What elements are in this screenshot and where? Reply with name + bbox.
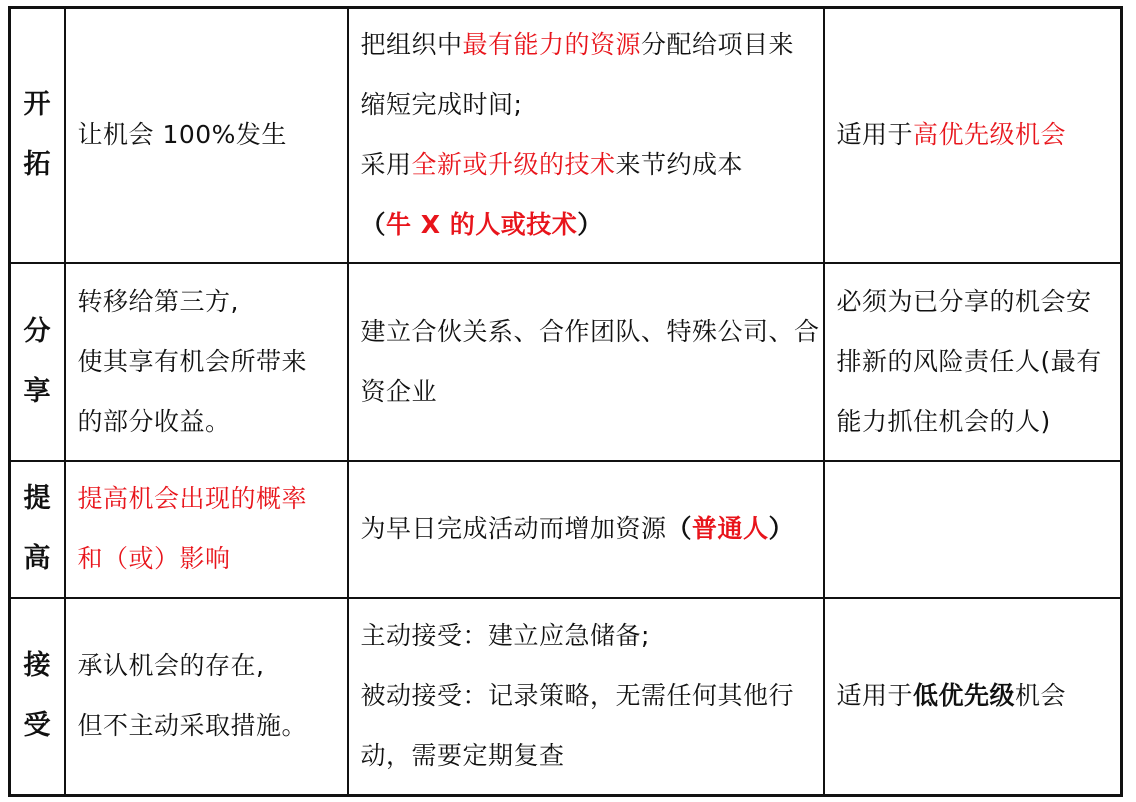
highlighted-text: （ (360, 210, 387, 240)
text-segment: 的部分收益。 (77, 406, 231, 436)
text-line (361, 15, 811, 75)
opportunity-strategy-table (8, 6, 1123, 797)
strategy-name-char: 开 (23, 89, 51, 121)
strategy-name-char: 高 (23, 543, 51, 574)
strategy-sheet (8, 6, 1120, 794)
strategy-name-cell (10, 263, 65, 461)
text-segment: 为早日完成活动而增加资源 (360, 514, 667, 543)
text-segment: 被动接受：记录策略，无需任何其他行 (360, 681, 795, 711)
text-line (837, 105, 1109, 165)
text-line (361, 499, 811, 559)
text-line (837, 666, 1109, 726)
strategy-name-char: 拓 (23, 149, 51, 181)
strategy-method-cell (348, 461, 824, 598)
strategy-name-char: 享 (23, 375, 51, 407)
text-segment: 承认机会的存在, (77, 651, 265, 681)
text-segment: 转移给第三方, (77, 286, 239, 316)
text-line (837, 392, 1109, 452)
text-line (360, 302, 820, 362)
strategy-action-cell (65, 461, 348, 598)
strategy-note-cell (824, 8, 1122, 263)
highlighted-text: 高优先级机会 (913, 120, 1067, 150)
text-line (361, 195, 811, 255)
table-body (10, 8, 1122, 796)
strategy-name-cell (10, 8, 65, 263)
strategy-note-cell (824, 461, 1122, 598)
text-line (361, 75, 811, 135)
text-segment: 适用于 (836, 120, 914, 150)
text-segment: 缩短完成时间; (360, 90, 523, 120)
strategy-name-char: 提 (23, 483, 51, 514)
highlighted-text: 提高机会出现的概率 (77, 484, 308, 513)
table-row (10, 263, 1122, 461)
highlighted-text: 普通人 (692, 514, 769, 543)
strategy-method-cell (348, 598, 824, 796)
text-line (361, 666, 811, 726)
strategy-name-char: 接 (23, 650, 51, 682)
text-segment: 来节约成本 (615, 150, 744, 180)
strategy-name-char: 受 (23, 710, 51, 742)
text-line (78, 696, 335, 756)
text-segment: 资企业 (360, 376, 438, 406)
text-line (78, 272, 335, 332)
text-segment: 动，需要定期复查 (360, 741, 565, 771)
strategy-name-cell (10, 461, 65, 598)
text-segment: 分配给项目来 (641, 30, 795, 60)
strategy-name-char: 分 (23, 315, 51, 347)
highlighted-text: ） (577, 210, 603, 240)
highlighted-text: 牛 X 的人或技术 (386, 210, 578, 240)
text-line (837, 272, 1109, 332)
text-line (361, 726, 811, 786)
text-line (78, 392, 335, 452)
text-segment: 采用 (360, 150, 412, 180)
text-segment: 排新的风险责任人(最有 (836, 346, 1102, 376)
text-segment: 但不主动采取措施。 (77, 711, 308, 741)
strategy-action-cell (65, 598, 348, 796)
text-line (78, 529, 335, 589)
strategy-action-cell (65, 8, 348, 263)
strategy-action-cell (65, 263, 348, 461)
text-segment: 让机会 100%发生 (77, 120, 287, 150)
text-line (78, 332, 335, 392)
text-segment: 适用于 (836, 681, 914, 711)
text-line (361, 606, 811, 666)
text-segment: 必须为已分享的机会安 (836, 286, 1092, 316)
highlighted-text: ） (768, 514, 795, 543)
text-segment: 机会 (1015, 681, 1067, 711)
highlighted-text: 和（或）影响 (77, 544, 231, 573)
text-segment: 使其享有机会所带来 (77, 346, 308, 376)
table-row (10, 598, 1122, 796)
highlighted-text: 全新或升级的技术 (411, 150, 616, 180)
table-row (10, 8, 1122, 263)
text-line (78, 469, 335, 529)
highlighted-text: （ (666, 514, 693, 543)
text-segment: 建立合伙关系、合作团队、特殊公司、合 (360, 316, 820, 346)
text-line (837, 332, 1109, 392)
strategy-note-cell (824, 598, 1122, 796)
text-line (78, 636, 335, 696)
text-line (361, 362, 811, 422)
text-line (78, 105, 335, 165)
text-segment: 主动接受：建立应急储备; (360, 621, 650, 651)
highlighted-text: 最有能力的资源 (462, 30, 642, 60)
highlighted-text: 低优先级 (913, 681, 1016, 711)
text-line (361, 135, 811, 195)
strategy-note-cell (824, 263, 1122, 461)
strategy-name-cell (10, 598, 65, 796)
text-segment: 把组织中 (360, 30, 463, 60)
strategy-method-cell (348, 8, 824, 263)
strategy-method-cell (348, 263, 824, 461)
text-segment: 能力抓住机会的人) (836, 406, 1051, 436)
table-row (10, 461, 1122, 598)
